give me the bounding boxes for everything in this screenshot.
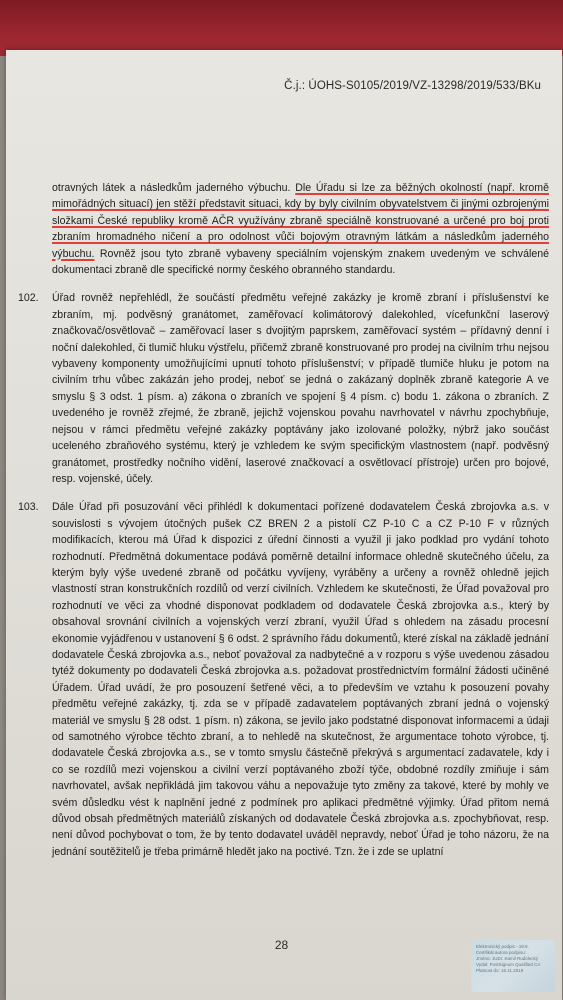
stamp-line: Vydal: PostSignum Qualified CA <box>476 962 541 967</box>
stamp-line: Elektronický podpis - 19.9. <box>476 944 529 949</box>
paragraph-number: 103. <box>18 501 39 514</box>
continuation-paragraph <box>52 180 549 278</box>
paragraph-text: Úřad rovněž nepřehlédl, že součástí předmětu veřejné zakázky je kromě zbraní i příslušenství ke zbraním, mj. podvěsný granátomet, zaměřovací kolimátorový dalekohled, vícefunkční laserový značkovač/osvětlovač – zaměřovací laser s dvojitým paprskem, zaměřovací systém – přídavný denní i noční dalekohled, či tlumič hluku výstřelu, přičemž zbraně konstruované pro prodej na civilním trhu nejsou vybaveny komponenty umožňujícími upnutí tohoto příslušenství; v případě tlumiče hluku je potom na civilním trhu vůbec zakázán jeho prodej, neboť se jedná o zakázaný doplněk zbraně kategorie A ve smyslu § 3 odst. 1 písm. a) zákona o zbraních ve spojení § 4 písm. c) bodu 1. zákona o zbraních. Z uvedeného je rovněž zřejmé, že zbraně, jejichž vojenskou povahu navrhovatel v návrhu zpochybňuje, nejsou v rámci předmětu veřejné zakázky poptávány jako izolované položky, nýbrž jako součást uceleného zbraňového systému, který je vzhledem ke svým specifickým vlastnostem (např. podvěsný granátomet, prostředky nočního vidění, laserové značkovací a osvětlovací přístroje) určen pro bojové, resp. vojenské, účely. <box>52 292 549 485</box>
reference-number: Č.j.: ÚOHS-S0105/2019/VZ-13298/2019/533/BKu <box>284 80 541 92</box>
stamp-line: Jméno: JUDr. Kamil Rudolecký <box>476 956 539 961</box>
electronic-signature-stamp <box>471 940 555 992</box>
paragraph-text: Dále Úřad při posuzování věci přihlédl k dokumentaci pořízené dodavatelem Česká zbrojovka a.s. v souvislosti s vývojem útočných pušek CZ BREN 2 a pistolí CZ P-10 C a CZ P-10 F v různých modifikacích, kterou má Úřad k dispozici z úřední činnosti a využil ji jako podklad pro vydání tohoto rozhodnutí. Předmětná dokumentace podává poměrně detailní informace ohledně skutečného účelu, za kterým byly výše uvedené zbraně od počátku vyvíjeny, vyráběny a určeny a rovněž ohledně jejich vlastností stran konstrukčních rozdílů od verzí civilních. Vzhledem ke skutečnosti, že Úřad považoval pro rozhodnutí ve věci za vhodné disponovat podkladem od dodavatele Česká zbrojovka a.s., který by obsahoval srovnání civilních a vojenských verzí zbraní, využil Úřad s ohledem na zásadu procesní ekonomie vyjádřenou v ustanovení § 6 odst. 2 správního řádu dokumentů, které získal na základě jednání dodavatele Česká zbrojovka a.s., neboť považoval za nadbytečné a v rozporu s výše uvedenou zásadou tytéž dokumenty po dodavateli Česká zbrojovka a.s. požadovat prostřednictvím formální žádosti učiněné Úřadem. Úřad uvádí, že pro posouzení šetřené věci, a to především ve vztahu k posouzení povahy předmětu veřejné zakázky, tj. zda se v případě zadavatelem poptávaných zbraní jedná o vojenský materiál ve smyslu § 28 odst. 1 písm. n) zákona, se jevilo jako podstatné disponovat informacemi a údaji od samotného výrobce těchto zbraní, a to nehledě na skutečnost, že argumentace tohoto výrobce, tj. dodavatele Česká zbrojovka a.s., se v tomto smyslu částečně překrývá s argumentací zadavatele, kdy i co se rozdílů mezi vojenskou a civilní verzí poptávaného zboží týče, obdobné rozdíly zmiňuje i sám navrhovatel, avšak nepřikládá jim takovou váhu a nepovažuje tyto změny za takové, které by mohly ve svém důsledku vést k naplnění jedné z podmínek pro aplikaci předmětné výjimky. Úřad přitom nemá důvod obsah předmětných materiálů získaných od dodavatele Česká zbrojovka a.s. zpochybňovat, resp. není důvod pochybovat o tom, že by tento dodavatel uváděl nepravdy, neboť Úřad je toho názoru, že na jednání soutěžitelů je třeba primárně hledět jako na poctivé. Tzn. že i zde se uplatní <box>52 501 549 858</box>
stamp-line: Certifikát autora podpisu: <box>476 950 527 955</box>
top-red-bar <box>0 0 563 56</box>
document-body <box>18 180 549 860</box>
stamp-line: Platnost do: 18.11.2019 <box>476 968 524 973</box>
continuation-segment-3: Rovněž jsou tyto zbraně vybaveny speciálním vojenským znakem uvedeným ve schválené dokumentaci zbraně dle specifické normy českého obranného standardu. <box>52 247 549 277</box>
paragraph-103 <box>18 499 549 860</box>
paragraph-102 <box>18 290 549 487</box>
page-number: 28 <box>274 938 289 952</box>
paragraph-number: 102. <box>18 292 39 305</box>
highlighted-passage: Dle Úřadu si lze za běžných okolností (např. kromě mimořádných situací) jen stěží představit situaci, kdy by byly civilním obyvatelstvem či jinými ozbrojenými složkami České republiky kromě AČR využívány zbraně speciálně konstruované a určené pro boj proti zbraním hromadného ničení a pro odolnost vůči bojovým otravným látkám a následkům jaderného výbuchu. <box>52 182 549 260</box>
continuation-segment-1: otravných látek a následkům jaderného výbuchu. <box>52 182 296 194</box>
